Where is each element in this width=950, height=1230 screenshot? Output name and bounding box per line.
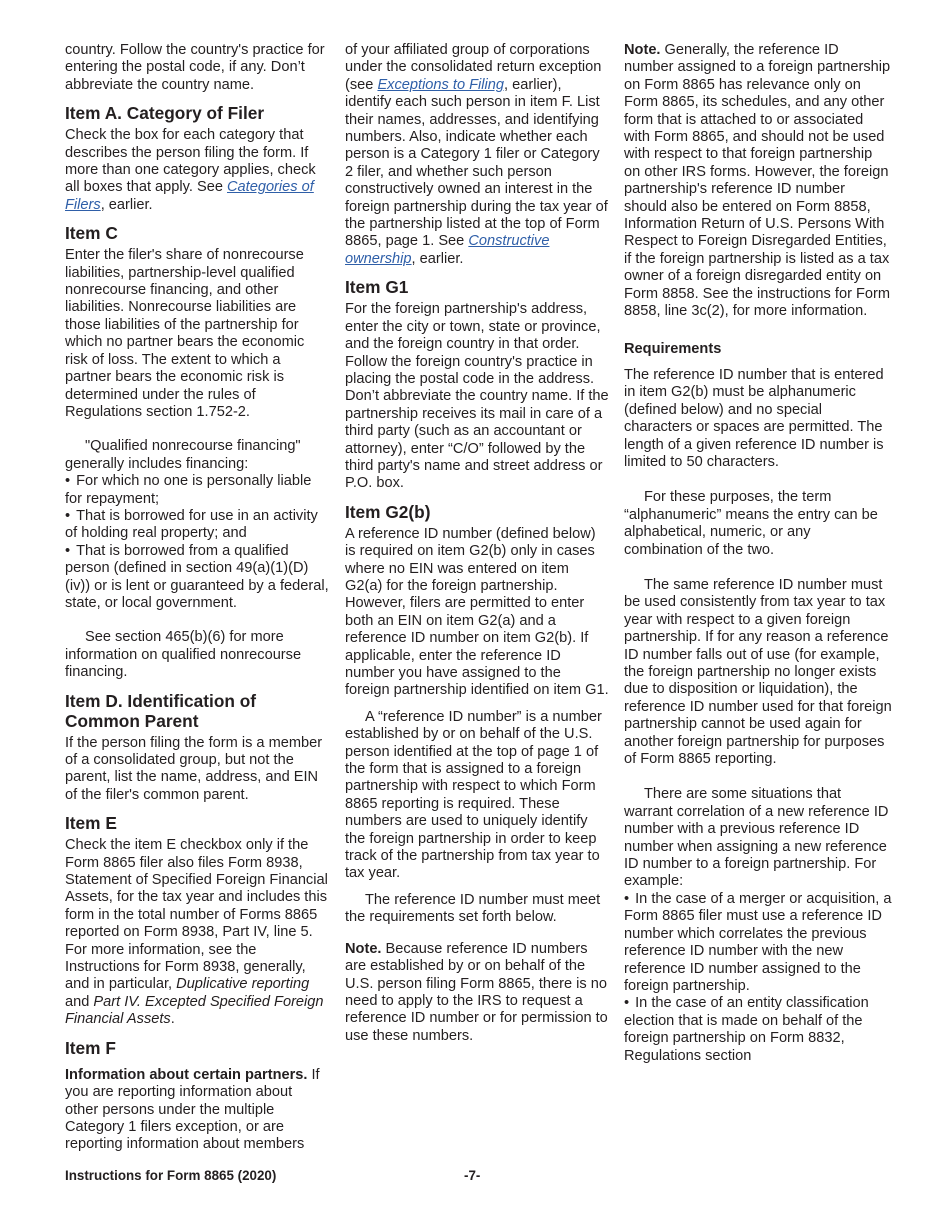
paragraph-affiliated-group: of your affiliated group of corporations under the consolidated return exception (see Exceptions to Filing, earlier), identify each such person in item F. List their names, addresses, and identifying numbers. Also, indicate whether each person is a Category 1 filer or Category 2 filer, and whether such person constructively owned an interest in the foreign partnership during the tax year of the partnership listed at the top of Form 8865, page 1. See Constructive ownership, earlier. (345, 42, 608, 267)
footer-page-number: -7- (464, 1168, 481, 1183)
heading-item-c: Item C (65, 223, 118, 244)
heading-requirements: Requirements (624, 340, 722, 357)
footer-form-title: Instructions for Form 8865 (2020) (65, 1168, 277, 1183)
heading-item-d: Item D. Identification of Common Parent (65, 690, 257, 731)
heading-item-g2b: Item G2(b) (345, 501, 431, 522)
paragraph-note: Note. Generally, the reference ID number assigned to a foreign partnership on Form 8865 has relevance only on Form 8865, its schedules, and any other form that is attached to or associated with Form 8865, and should not be used with respect to that foreign partnership on other IRS forms. However, the foreign partnership's reference ID number should also be entered on Form 8858, Information Return of U.S. Persons With Respect to Foreign Disregarded Entities, if the foreign partnership is listed as a tax owner of a foreign disregarded entity on Form 8858. See the instructions for Form 8858, line 3c(2), for more information. (624, 42, 891, 320)
paragraph-must-meet: The reference ID number must meet the requirements set forth below. (345, 891, 601, 926)
paragraph-item-f: Information about certain partners. If you are reporting information about other persons under the multiple Category 1 filers exception, or are reporting information about members (65, 1066, 320, 1153)
heading-item-e: Item E (65, 813, 117, 834)
paragraph-item-c: Enter the filer's share of nonrecourse liabilities, partnership-level qualified nonrecourse financing, and other liabilities. Nonrecourse liabilities are those liabilities of the partnership for which no partner bears the economic risk of loss. The extent to which a partner bears the economic risk is determined under the rules of Regulations section 1.752-2. (65, 247, 305, 420)
column-3 (624, 42, 892, 1065)
heading-item-a: Item A. Category of Filer (65, 103, 265, 124)
column-1 (65, 42, 329, 1154)
paragraph-requirements: The reference ID number that is entered in item G2(b) must be alphanumeric (defined below) and no special characters or spaces are permitted. The length of a given reference ID number is limited to 50 characters. (624, 366, 884, 470)
paragraph-item-g1: For the foreign partnership's address, enter the city or town, state or province, and the foreign country in that order. Follow the foreign country's practice in placing the postal code in the address. Don’t abbreviate the country name. If the partnership receives its mail in care of a third party (such as an accountant or attorney), enter “C/O” followed by the third party's name and street address or P.O. box. (345, 301, 609, 492)
bullet-item: • For which no one is personally liable for repayment; (65, 473, 329, 508)
paragraph-same-reference-id: The same reference ID number must be used consistently from tax year to tax year with respect to a given foreign partnership. If for any reason a reference ID number falls out of use (for example, the foreign partnership no longer exists due to disposition or liquidation), the reference ID number used for that foreign partnership cannot be used again for another foreign partnership for purposes of Form 8865 reporting. (624, 576, 892, 768)
column-2 (345, 42, 609, 1045)
link-constructive-ownership[interactable]: Constructive ownership (345, 233, 550, 267)
bullet-item: • That is borrowed for use in an activity of holding real property; and (65, 508, 329, 543)
paragraph-alphanumeric: For these purposes, the term “alphanumeric” means the entry can be alphabetical, numeric, or any combination of the two. (624, 489, 878, 558)
paragraph-item-e: Check the item E checkbox only if the Form 8865 filer also files Form 8938, Statement of Specified Foreign Financial Assets, for the tax year and includes this form in the total number of Forms 8865 reported on Form 8938, Part IV, line 5. For more information, see the Instructions for Form 8938, generally, and in particular, Duplicative reporting and Part IV. Excepted Specified Foreign Financial Assets. (65, 837, 328, 1028)
paragraph-reference-id-definition: A “reference ID number” is a number established by or on behalf of the U.S. person identified at the top of page 1 of the form that is assigned to a foreign partnership with respect to which Form 8865 reporting is required. These numbers are used to uniquely identify the foreign partnership in order to keep track of the partnership from tax year to tax year. (345, 708, 602, 882)
heading-item-g1: Item G1 (345, 277, 409, 298)
paragraph-country: country. Follow the country's practice for entering the postal code, if any. Don’t abbreviate the country name. (65, 42, 325, 93)
paragraph-item-a: Check the box for each category that describes the person filing the form. If more than one category applies, check all boxes that apply. See Categories of Filers, earlier. (65, 127, 316, 213)
link-exceptions-to-filing[interactable]: Exceptions to Filing (377, 76, 504, 93)
bullet-item: • In the case of an entity classification election that is made on behalf of the foreign partnership on Form 8832, Regulations section (624, 995, 892, 1065)
paragraph-note: Note. Because reference ID numbers are established by or on behalf of the U.S. person filing Form 8865, there is no need to apply to the IRS to request a reference ID number or for permission to use these numbers. (345, 940, 608, 1044)
paragraph-item-d: If the person filing the form is a member of a consolidated group, but not the parent, list the name, address, and EIN of the filer's common parent. (65, 734, 323, 803)
paragraph-see-465: See section 465(b)(6) for more information on qualified nonrecourse financing. (65, 629, 302, 681)
heading-item-f: Item F (65, 1037, 116, 1058)
paragraph-situations: There are some situations that warrant correlation of a new reference ID number with a previous reference ID number when assigning a new reference ID number to a foreign partnership. For example: (624, 786, 889, 890)
bullet-item: • That is borrowed from a qualified person (defined in section 49(a)(1)(D)(iv)) or is lent or guaranteed by a federal, state, or local government. (65, 543, 329, 613)
paragraph-qualified-nonrecourse: "Qualified nonrecourse financing" generally includes financing: (65, 438, 301, 472)
bullet-item: • In the case of a merger or acquisition, a Form 8865 filer must use a reference ID number which correlates the previous reference ID number with the new reference ID number assigned to the foreign partnership. (624, 891, 892, 995)
paragraph-item-g2b: A reference ID number (defined below) is required on item G2(b) only in cases where no EIN was entered on item G2(a) for the foreign partnership. However, filers are permitted to enter both an EIN on item G2(a) and a reference ID number on item G2(b). If applicable, enter the reference ID number you have assigned to the foreign partnership identified on item G1. (345, 525, 609, 699)
link-categories-of-filers[interactable]: Categories of Filers (65, 179, 314, 213)
